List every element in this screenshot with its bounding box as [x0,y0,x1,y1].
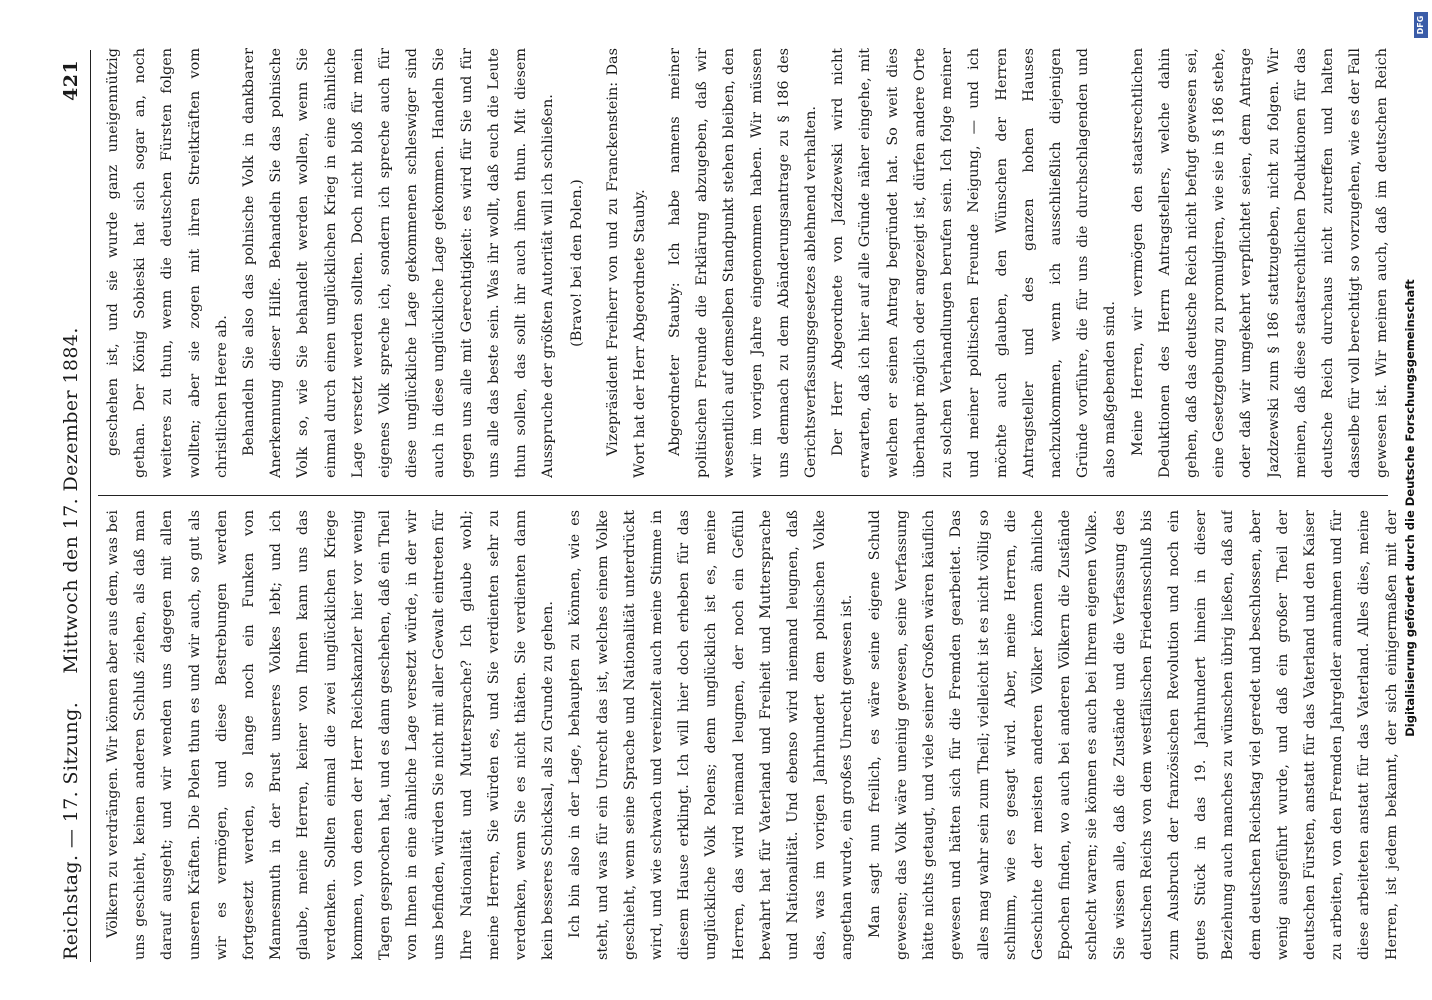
dfg-logo [1414,12,1428,38]
scanned-page [20,20,1412,980]
credit-text: Digitalisierung gefördert durch die Deutsche Forschungsgemeinschaft [1403,279,1417,737]
paragraph: Ich bin also in der Lage, behaupten zu können, wie es steht, und was für ein Unrecht das ist, welches einem Volke geschieht, wenn seine Sprache und Nationalität unterdrückt wird, und wie schwach und vereinzelt auch meine Stimme in diesem Hause erklingt. Ich will hier doch erheben für das unglückliche Volk Polens; denn unglücklich ist es, meine Herren, das wird niemand leugnen, der noch ein Gefühl bewahrt hat für Vaterland und Freiheit und Muttersprache und Nationalität. Und ebenso wird niemand leugnen, daß das, was im vorigen Jahrhundert dem polnischen Volke angethan wurde, ein großes Unrecht gewesen ist. [567,510,856,960]
digitization-credit [1392,30,1428,990]
applause-note: (Bravo! bei den Polen.) [569,179,586,347]
paragraph: Meine Herren, wir vermögen den staatsrechtlichen Deduktionen des Herrn Antragstellers, welche dahin gehen, daß das deutsche Reich nicht befugt gewesen sei, eine Gesetzgebung zu promulgiren, wie sie in § 186 stehe, oder daß wir umgekehrt verpflichtet seien, dem Antrage Jazdzewski zum § 186 stattzugeben, nicht zu folgen. Wir meinen, daß diese staatsrechtlichen Deduktionen für das deutsche Reich durchaus nicht zutreffen und halten dasselbe für voll berechtigt so vorzugehen, wie es der Fall gewesen ist. Wir meinen auch, daß im deutschen Reich [1129,48,1391,478]
paragraph: Völkern zu verdrängen. Wir können aber aus dem, was bei uns geschieht, keinen anderen Schluß ziehen, als daß man darauf ausgeht; und wir wenden uns dagegen mit allen unseren Kräften. Die Polen thun es und wir auch, so gut als wir es vermögen, und diese Bestrebungen werden fortgesetzt werden, so lange noch ein Funken von Mannesmuth in der Brust unseres Volkes lebt; und ich glaube, meine Herren, keiner von Ihnen kann uns das verdenken. Sollten einmal die zwei unglücklichen Kriege kommen, von denen der Herr Reichskanzler hier vor wenig Tagen gesprochen hat, und es dann geschehen, daß ein Theil von Ihnen in eine ähnliche Lage versetzt würde, in der wir uns befinden, würden Sie nicht mit aller Gewalt eintreten für Ihre Nationalität und Muttersprache? Ich glaube wohl; meine Herren, Sie würden es, und Sie verdienten sehr zu verdenken, wenn Sie es nicht thäten. Sie verdienten dann kein besseres Schicksal, als zu Grunde zu gehen. [105,510,557,960]
text-column-left [100,510,1400,960]
speaker-paragraph: Abgeordneter Stauby: Ich habe namens meiner politischen Freunde die Erklärung abzugeben, daß wir wesentlich auf demselben Standpunkt stehen bleiben, den wir im vorigen Jahre eingenommen haben. Wir müssen uns demnach zu dem Abänderungsantrage zu § 186 des Gerichtsverfassungsgesetzes ablehnend verhalten. [667,48,820,478]
page-number: 421 [60,60,82,101]
running-head-date: Mittwoch den 17. Dezember 1884. [60,327,82,674]
paragraph: Der Herr Abgeordnete von Jazdzewski wird nicht erwarten, daß ich hier auf alle Gründe näher eingehe, mit welchen er seinen Antrag begründet hat. So weit dies überhaupt möglich oder angezeigt ist, dürfen andere Orte zu solchen Verhandlungen berufen sein. Ich folge meiner und meiner politischen Freunde Neigung, — und ich möchte auch glauben, den Wünschen der Herren Antragsteller und des ganzen hohen Hauses nachzukommen, wenn ich ausschließlich diejenigen Gründe vorführe, die für uns die durchschlagenden und also maßgebenden sind. [830,48,1119,478]
paragraph: Behandeln Sie also das polnische Volk in dankbarer Anerkennung dieser Hilfe. Behandeln Sie das polnische Volk so, wie Sie behandelt werden wollen, wenn Sie einmal durch einen unglücklichen Krieg in eine ähnliche Lage versetzt werden sollten. Doch nicht bloß für mein eigenes Volk spreche ich, sondern ich spreche auch für diese unglückliche Lage gekommenen schleswiger sind auch in diese unglückliche Lage gekommen. Handeln Sie gegen uns alle mit Gerechtigkeit: es wird für Sie und für uns alle das beste sein. Was ihr wollt, daß euch die Leute thun sollen, das sollt ihr auch ihnen thun. Mit diesem Ausspruche der größten Autorität will ich schließen. [241,48,557,478]
speaker-paragraph: Vizepräsident Freiherr von und zu Franckenstein: Das Wort hat der Herr Abgeordnete Stauby. [604,48,648,478]
dfg-logo-text: DFG [1416,15,1425,35]
running-header [56,60,86,960]
column-divider [98,495,1388,496]
header-rule [90,50,91,962]
paragraph: geschehen ist, und sie wurde ganz uneigennützig gethan. Der König Sobieski hat sich sogar an, noch weiteres zu thun, wenn die deutschen Fürsten folgen wollten; aber sie zogen mit ihren Streitkräften vom christlichen Heere ab. [105,48,230,478]
paragraph: Man sagt nun freilich, es wäre seine eigene Schuld gewesen; das Volk wäre uneinig gewesen, seine Verfassung hätte nichts getaugt, und viele seiner Großen wären käuflich gewesen und hätten sich für die Fremden gearbeitet. Das alles mag wahr sein zum Theil; vielleicht ist es nicht völlig so schlimm, wie es gesagt wird. Aber, meine Herren, die Geschichte der meisten anderen Völker können ähnliche Epochen finden, wo auch bei anderen Völkern die Zustände schlecht waren; sie können es auch bei Ihrem eigenen Volke. Sie wissen alle, daß die Zustände und die Verfassung des deutschen Reichs von dem westfälischen Friedensschluß bis zum Ausbruch der französischen Revolution und noch ein gutes Stück in das 19. Jahrhundert hinein in dieser Beziehung auch manches zu wünschen übrig ließen, daß auf dem deutschen Reichstag viel geredet und beschlossen, aber wenig ausgeführt wurde, und daß ein großer Theil der deutschen Fürsten, anstatt für das Vaterland und den Kaiser zu arbeiten, von den Fremden Jahrgelder annahmen und für diese arbeiteten anstatt für das Vaterland. Alles dies, meine Herren, ist jedem bekannt, der sich einigermaßen mit der [866,510,1400,960]
running-head-left: Reichstag. — 17. Sitzung. [60,701,82,960]
text-column-right [100,48,1400,478]
